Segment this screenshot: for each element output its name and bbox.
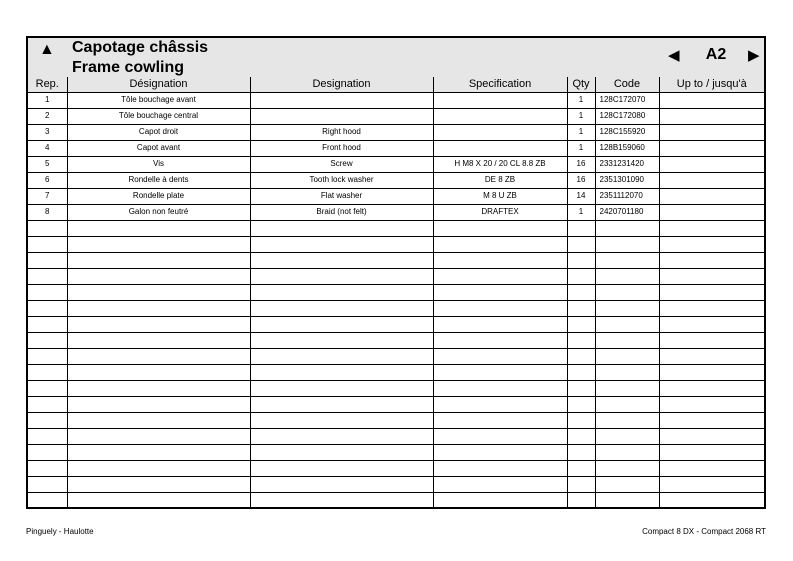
designation-en-cell: Braid (not felt) [250,204,433,220]
table-row [28,188,764,204]
empty-cell [659,364,764,380]
table-row [28,172,764,188]
empty-cell [659,316,764,332]
qty-cell: 1 [567,92,595,108]
table-header-row [28,77,764,92]
empty-cell [433,460,567,476]
up-to-cell [659,172,764,188]
empty-table-row [28,220,764,236]
qty-cell: 1 [567,108,595,124]
empty-cell [250,428,433,444]
sheet-header [28,38,764,78]
empty-cell [433,220,567,236]
empty-cell [659,460,764,476]
code-cell: 2351301090 [595,172,659,188]
empty-cell [567,316,595,332]
empty-cell [433,268,567,284]
empty-cell [28,412,67,428]
empty-cell [567,492,595,508]
empty-cell [595,380,659,396]
column-header-designation-fr: Désignation [67,77,250,92]
empty-cell [595,412,659,428]
empty-cell [595,396,659,412]
empty-cell [595,460,659,476]
empty-cell [250,220,433,236]
empty-cell [567,268,595,284]
empty-cell [67,380,250,396]
empty-cell [659,284,764,300]
empty-cell [67,364,250,380]
empty-cell [67,412,250,428]
designation-en-cell: Tooth lock washer [250,172,433,188]
empty-cell [250,284,433,300]
empty-table-row [28,444,764,460]
up-to-cell [659,188,764,204]
empty-cell [250,316,433,332]
designation-en-cell [250,108,433,124]
page-code: A2 [705,46,727,63]
designation-en-cell: Flat washer [250,188,433,204]
empty-cell [595,220,659,236]
up-to-cell [659,92,764,108]
column-header-designation-en: Designation [250,77,433,92]
table-row [28,156,764,172]
empty-cell [567,300,595,316]
empty-cell [567,460,595,476]
empty-cell [433,236,567,252]
rep-cell: 1 [28,92,67,108]
empty-cell [67,348,250,364]
empty-cell [250,252,433,268]
empty-cell [28,300,67,316]
empty-cell [433,300,567,316]
qty-cell: 1 [567,204,595,220]
specification-cell [433,124,567,140]
empty-cell [28,348,67,364]
empty-cell [28,476,67,492]
up-to-cell [659,140,764,156]
empty-cell [567,348,595,364]
designation-fr-cell: Capot avant [67,140,250,156]
empty-cell [28,220,67,236]
empty-table-row [28,252,764,268]
table-row [28,108,764,124]
empty-cell [659,252,764,268]
empty-cell [250,236,433,252]
empty-table-row [28,364,764,380]
table-row [28,124,764,140]
designation-fr-cell: Rondelle à dents [67,172,250,188]
rep-cell: 2 [28,108,67,124]
designation-fr-cell: Capot droit [67,124,250,140]
column-header-code: Code [595,77,659,92]
table-row [28,204,764,220]
empty-cell [567,444,595,460]
empty-cell [250,348,433,364]
empty-cell [28,460,67,476]
parts-table [28,77,764,509]
rep-cell: 3 [28,124,67,140]
empty-cell [28,252,67,268]
specification-cell [433,108,567,124]
empty-cell [433,492,567,508]
empty-cell [595,300,659,316]
empty-table-row [28,284,764,300]
empty-cell [659,236,764,252]
rep-cell: 6 [28,172,67,188]
empty-cell [659,476,764,492]
empty-cell [433,316,567,332]
designation-fr-cell: Tôle bouchage central [67,108,250,124]
empty-cell [250,332,433,348]
empty-cell [67,476,250,492]
empty-cell [28,332,67,348]
designation-fr-cell: Vis [67,156,250,172]
empty-cell [433,412,567,428]
empty-table-row [28,236,764,252]
empty-cell [67,460,250,476]
empty-cell [250,412,433,428]
empty-cell [67,284,250,300]
empty-table-row [28,428,764,444]
empty-cell [433,364,567,380]
rep-cell: 4 [28,140,67,156]
qty-cell: 14 [567,188,595,204]
designation-fr-cell: Tôle bouchage avant [67,92,250,108]
specification-cell: DRAFTEX [433,204,567,220]
empty-cell [659,396,764,412]
empty-cell [595,428,659,444]
empty-cell [67,220,250,236]
empty-cell [659,332,764,348]
designation-en-cell: Right hood [250,124,433,140]
footer-model: Compact 8 DX - Compact 2068 RT [642,527,766,536]
empty-cell [659,492,764,508]
empty-cell [250,444,433,460]
code-cell: 128C155920 [595,124,659,140]
designation-en-cell: Front hood [250,140,433,156]
empty-cell [595,364,659,380]
empty-cell [250,300,433,316]
specification-cell [433,92,567,108]
empty-cell [567,284,595,300]
empty-cell [250,492,433,508]
empty-cell [567,332,595,348]
specification-cell: DE 8 ZB [433,172,567,188]
empty-cell [28,444,67,460]
empty-cell [433,380,567,396]
empty-cell [250,364,433,380]
rep-cell: 7 [28,188,67,204]
code-cell: 128C172080 [595,108,659,124]
empty-table-row [28,268,764,284]
empty-cell [659,428,764,444]
column-header-qty: Qty [567,77,595,92]
empty-cell [250,460,433,476]
empty-table-row [28,476,764,492]
left-triangle-icon[interactable]: ◀ [668,47,680,64]
empty-cell [433,348,567,364]
empty-cell [659,348,764,364]
up-to-cell [659,108,764,124]
empty-cell [28,316,67,332]
empty-cell [28,492,67,508]
empty-cell [659,412,764,428]
specification-cell: M 8 U ZB [433,188,567,204]
empty-cell [67,300,250,316]
empty-cell [567,380,595,396]
empty-cell [433,284,567,300]
empty-cell [595,284,659,300]
empty-table-row [28,396,764,412]
empty-cell [250,476,433,492]
empty-cell [659,220,764,236]
empty-cell [595,252,659,268]
title-french: Capotage châssis [72,39,209,56]
footer-manufacturer: Pinguely - Haulotte [26,527,94,536]
code-cell: 2351112070 [595,188,659,204]
empty-cell [595,268,659,284]
empty-cell [567,428,595,444]
column-header-up-to: Up to / jusqu'à [659,77,764,92]
empty-table-row [28,348,764,364]
empty-cell [659,268,764,284]
empty-cell [67,332,250,348]
specification-cell: H M8 X 20 / 20 CL 8.8 ZB [433,156,567,172]
empty-cell [67,316,250,332]
empty-cell [433,476,567,492]
empty-cell [28,380,67,396]
designation-en-cell [250,92,433,108]
code-cell: 2420701180 [595,204,659,220]
empty-cell [28,364,67,380]
empty-cell [567,412,595,428]
empty-cell [567,476,595,492]
empty-cell [595,236,659,252]
parts-sheet [26,36,766,509]
empty-cell [567,220,595,236]
empty-cell [67,252,250,268]
empty-cell [567,364,595,380]
empty-cell [659,380,764,396]
qty-cell: 1 [567,140,595,156]
empty-cell [595,444,659,460]
empty-cell [250,380,433,396]
empty-cell [250,268,433,284]
empty-cell [659,444,764,460]
column-header-specification: Specification [433,77,567,92]
qty-cell: 16 [567,156,595,172]
designation-fr-cell: Galon non feutré [67,204,250,220]
right-triangle-icon[interactable]: ▶ [748,47,760,64]
code-cell: 128C172070 [595,92,659,108]
empty-cell [28,268,67,284]
designation-fr-cell: Rondelle plate [67,188,250,204]
empty-table-row [28,412,764,428]
empty-cell [67,492,250,508]
empty-table-row [28,332,764,348]
empty-cell [67,396,250,412]
table-row [28,140,764,156]
empty-table-row [28,460,764,476]
empty-cell [67,236,250,252]
empty-table-row [28,380,764,396]
empty-cell [595,332,659,348]
qty-cell: 1 [567,124,595,140]
rep-cell: 8 [28,204,67,220]
specification-cell [433,140,567,156]
rep-cell: 5 [28,156,67,172]
empty-cell [659,300,764,316]
empty-cell [28,428,67,444]
up-triangle-icon[interactable]: ▲ [39,41,55,58]
empty-cell [28,236,67,252]
empty-cell [250,396,433,412]
code-cell: 128B159060 [595,140,659,156]
empty-cell [433,428,567,444]
designation-en-cell: Screw [250,156,433,172]
code-cell: 2331231420 [595,156,659,172]
empty-cell [433,252,567,268]
empty-cell [595,492,659,508]
empty-table-row [28,300,764,316]
empty-cell [595,476,659,492]
empty-cell [433,444,567,460]
empty-cell [567,236,595,252]
empty-table-row [28,492,764,508]
up-to-cell [659,156,764,172]
empty-table-row [28,316,764,332]
qty-cell: 16 [567,172,595,188]
empty-cell [28,396,67,412]
table-row [28,92,764,108]
up-to-cell [659,204,764,220]
empty-cell [433,332,567,348]
empty-cell [567,252,595,268]
up-to-cell [659,124,764,140]
title-english: Frame cowling [72,59,185,76]
empty-cell [433,396,567,412]
empty-cell [567,396,595,412]
empty-cell [28,284,67,300]
empty-cell [67,444,250,460]
empty-cell [67,428,250,444]
empty-cell [595,348,659,364]
column-header-rep: Rep. [28,77,67,92]
empty-cell [595,316,659,332]
empty-cell [67,268,250,284]
